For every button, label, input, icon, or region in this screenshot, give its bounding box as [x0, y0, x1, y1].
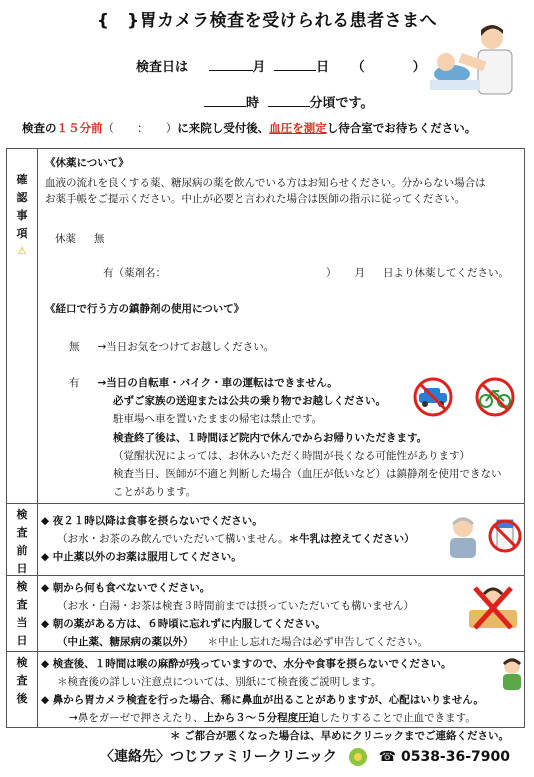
med-none-label: 休薬	[55, 233, 76, 245]
day-before-line-3: ◆ 中止薬以外のお薬は服用してください。	[41, 551, 242, 563]
med-line-2: お薬手帳をご提示ください。中止が必要と言われた場合は医師の指示に従ってください。	[45, 193, 465, 205]
man-illustration	[499, 656, 525, 692]
exam-day-label	[7, 578, 37, 650]
med-yes-label: 有（薬剤名：	[103, 267, 166, 279]
month-unit: 月	[252, 60, 266, 75]
sedation-line-7: ことがあります。	[113, 486, 197, 498]
sedation-no-label: 無	[69, 341, 80, 353]
med-heading: 《休薬について》	[45, 157, 129, 169]
sedation-yes-option	[69, 375, 338, 391]
no-breakfast-illustration	[465, 582, 521, 634]
exam-day-label-char: 日	[16, 634, 28, 647]
elderly-man-illustration	[443, 514, 483, 560]
no-bicycle-icon	[471, 377, 519, 417]
arrival-minutes: １５分前	[56, 121, 103, 135]
nosebleed-pressure: 上から３～５分程度圧迫	[203, 712, 320, 724]
exam-date-label: 検査日は	[136, 60, 189, 75]
exam-day-row	[7, 575, 524, 651]
exam-day-line-1: ◆ 朝から何も食べないでください。	[41, 582, 211, 594]
exam-day-line-4	[57, 634, 428, 650]
arrival-time-blank: （ ： ）	[102, 121, 178, 135]
day-before-label-char: 検	[16, 508, 28, 521]
minute-blank	[268, 93, 310, 107]
after-exam-line-1: ◆ 検査後、１時間は喉の麻酔が残っていますので、水分や食事を摂らないでください。	[41, 658, 452, 670]
day-blank	[274, 57, 316, 71]
milk-prohibited-icon	[487, 510, 523, 558]
nosebleed-stop: したりすることで止血できます。	[319, 712, 476, 724]
arrival-middle: に来院し受付後、	[177, 121, 270, 135]
day-before-label-char: 前	[16, 544, 28, 557]
med-none-value: 無	[94, 233, 105, 245]
exam-day-label-char: 検	[16, 580, 28, 593]
day-before-line-1: ◆ 夜２１時以降は食事を摂らないでください。	[41, 515, 263, 527]
arrival-instruction	[22, 120, 476, 136]
sedation-line-4: 検査終了後は、１時間ほど院内で休んでからお帰りいただきます。	[113, 432, 428, 444]
contact-line	[100, 746, 510, 768]
doctor-patient-illustration	[430, 22, 522, 102]
nosebleed-gauze: →鼻をガーゼで押さえたり、	[69, 712, 204, 724]
med-line-1: 血液の流れを良くする薬、糖尿病の薬を飲んでいる方はお知らせください。分からない場合は	[45, 177, 486, 189]
exam-day-line-2: （お水・白湯・お茶は検査３時間前までは摂っていただいても構いません）	[57, 600, 414, 612]
med-yes-month: 月	[354, 267, 365, 279]
med-yes-day: 日より休薬してください。	[383, 267, 509, 279]
exam-date-line	[136, 56, 426, 75]
exam-day-line-3: ◆ 朝の薬がある方は、６時頃に忘れずに内服してください。	[41, 618, 326, 630]
day-before-milk: ＊牛乳は控えてください）	[288, 533, 415, 545]
exam-day-meds-exception: （中止薬、糖尿病の薬以外）	[57, 636, 194, 648]
sedation-no-text: →当日お気をつけてお越しください。	[97, 341, 275, 353]
blood-pressure-text: 血圧を測定	[269, 121, 327, 135]
med-none-option	[55, 231, 105, 247]
sedation-line-3: 駐車場へ車を置いたままの帰宅は禁止です。	[113, 413, 323, 425]
sedation-line-5: （覚醒状況によっては、お休みいただく時間が長くなる可能性があります）	[113, 450, 470, 462]
exam-day-forgot-note: ＊中止し忘れた場合は必ず申告してください。	[207, 636, 428, 648]
day-before-row	[7, 503, 524, 575]
day-before-line-2	[57, 531, 415, 547]
hour-unit: 時	[246, 96, 260, 111]
no-car-icon	[409, 377, 457, 417]
confirm-label-char: 項	[16, 227, 28, 240]
minute-unit: 分頃です。	[309, 96, 374, 111]
arrival-prefix: 検査の	[22, 121, 57, 135]
page-title: { }胃カメラ検査を受けられる患者さまへ	[96, 11, 438, 31]
day-unit: 日	[316, 60, 330, 75]
sedation-yes-label: 有	[69, 377, 80, 389]
confirm-label-char: 認	[16, 191, 28, 204]
after-exam-line-4	[69, 710, 476, 726]
after-exam-label-char: 査	[16, 674, 28, 687]
after-exam-row	[7, 651, 524, 727]
hour-blank	[204, 93, 246, 107]
phone-icon: ☎	[378, 749, 397, 765]
exam-day-label-char: 当	[16, 616, 28, 629]
phone-number: 0538-36-7900	[400, 749, 511, 765]
sedation-yes-text: →当日の自転車・バイク・車の運転はできません。	[97, 377, 338, 389]
confirm-label-char: 事	[16, 209, 28, 222]
sedation-line-2: 必ずご家族の送迎または公共の乗り物でお越しください。	[113, 395, 386, 407]
day-before-label	[7, 506, 37, 578]
contact-note: ＊ ご都合が悪くなった場合は、早めにクリニックまでご連絡ください。	[170, 730, 510, 742]
after-exam-line-3: ◆ 鼻から胃カメラ検査を行った場合、稀に鼻血が出ることがありますが、心配はいりません。	[41, 694, 484, 706]
after-exam-label-char: 後	[16, 692, 28, 705]
med-yes-close: ）	[326, 267, 337, 279]
day-before-water: （お水・お茶のみ飲んでいただいて構いません。	[57, 533, 289, 545]
day-before-label-char: 日	[16, 562, 28, 575]
med-yes-option	[103, 265, 509, 281]
arrival-suffix: し待合室でお待ちください。	[326, 121, 477, 135]
confirm-label-char: 確	[16, 173, 28, 186]
confirm-label	[7, 171, 37, 261]
clinic-name: 〈連絡先〉つじファミリークリニック	[100, 749, 337, 765]
sedation-no-option	[69, 339, 274, 355]
after-exam-label-char: 検	[16, 656, 28, 669]
weekday-close: ）	[412, 60, 426, 75]
weekday-open: （	[351, 60, 365, 75]
day-before-label-char: 査	[16, 526, 28, 539]
warning-icon: ⚠	[17, 246, 27, 257]
sedation-heading: 《経口で行う方の鎮静剤の使用について》	[45, 303, 245, 315]
exam-time-line	[204, 92, 374, 111]
after-exam-label	[7, 654, 37, 708]
sedation-line-6: 検査当日、医師が不適と判断した場合（血圧が低いなど）は鎮静剤を使用できない	[113, 468, 502, 480]
clinic-logo	[346, 746, 370, 768]
after-exam-line-2: ＊検査後の詳しい注意点については、別紙にて検査後ご説明します。	[57, 676, 382, 688]
instructions-table	[6, 148, 525, 728]
month-blank	[209, 57, 253, 71]
exam-day-label-char: 査	[16, 598, 28, 611]
